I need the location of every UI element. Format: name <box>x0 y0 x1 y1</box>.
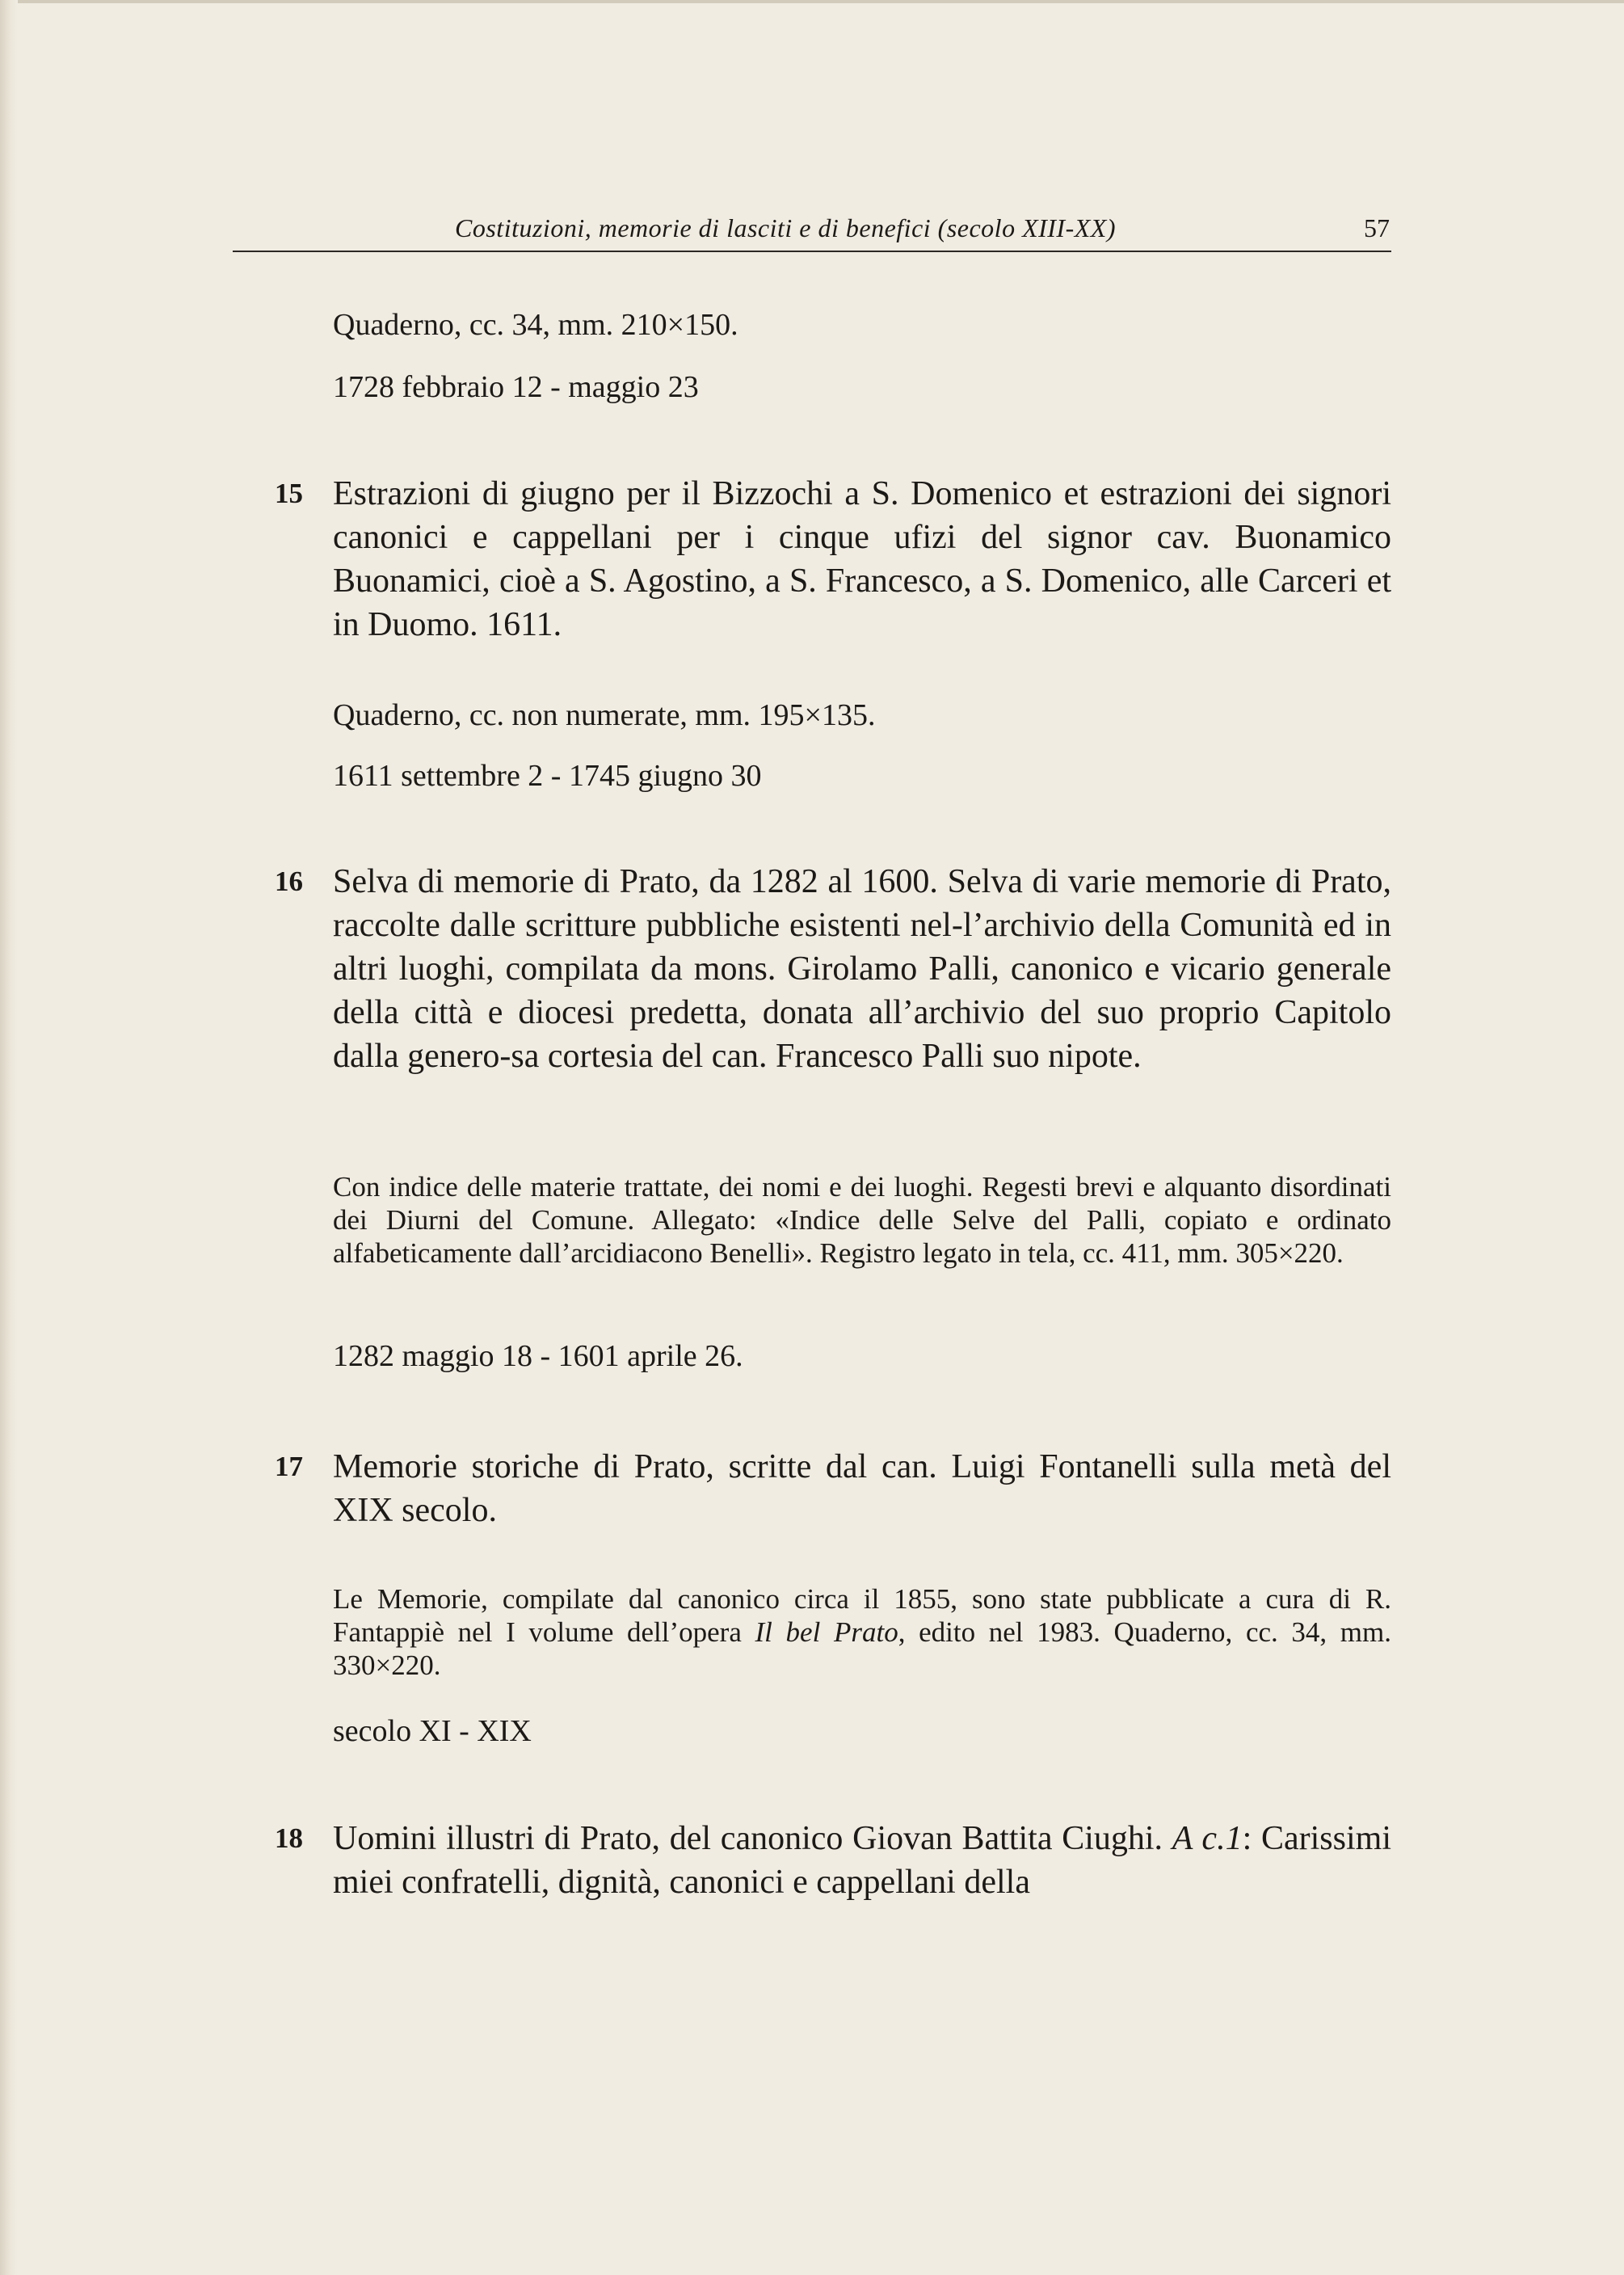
entry-17-description-italic: Il bel Prato <box>755 1616 898 1648</box>
entry-16-title: Selva di memorie di Prato, da 1282 al 1600. Selva di varie memorie di Prato, raccolte dalle scritture pubbliche esistenti nel-l’archivio della Comunità ed in altri luoghi, compilata da mons. Girolamo Palli, canonico e vicario generale della città e diocesi predetta, donata all’archivio del suo proprio Capitolo dalla genero-sa cortesia del can. Francesco Palli suo nipote. <box>333 863 1391 1075</box>
page-binding-edge <box>0 0 18 2275</box>
entry-16-dates: 1282 maggio 18 - 1601 aprile 26. <box>333 1339 743 1373</box>
running-header <box>233 209 1391 252</box>
entry-17-description-part2: , edito nel 1983. Quaderno, cc. 34, mm. 330×220. <box>333 1616 1392 1681</box>
entry-15-title: Estrazioni di giugno per il Bizzochi a S. Domenico et estrazioni dei signori canonici e cappellani per i cinque ufizi del signor cav. Buonamico Buonamici, cioè a S. Agostino, a S. Francesco, a S. Domenico, alle Carceri et in Duomo. 1611. <box>333 475 1391 643</box>
entry-15-dates: 1611 settembre 2 - 1745 giugno 30 <box>333 759 762 793</box>
entry-17-description-part1: Le Memorie, compilate dal canonico circa il 1855, sono state pubblicate a cura di R. Fantappiè nel I volume dell’opera <box>333 1583 1391 1648</box>
top-block-physical: Quaderno, cc. 34, mm. 210×150. <box>333 308 738 342</box>
page-top-edge <box>0 0 1624 3</box>
entry-17-dates: secolo XI - XIX <box>333 1714 532 1748</box>
entry-18-number: 18 <box>275 1822 303 1854</box>
entry-18-title-part1: Uomini illustri di Prato, del canonico Giovan Battita Ciughi. <box>333 1820 1172 1857</box>
running-header-title: Costituzioni, memorie di lasciti e di benefici (secolo XIII-XX) <box>455 213 1116 242</box>
entry-18-title-italic: A c.1 <box>1172 1820 1243 1857</box>
entry-17-description <box>333 1582 1391 1682</box>
page-number: 57 <box>1364 213 1390 242</box>
entry-15-number: 15 <box>275 478 303 509</box>
entry-17-number: 17 <box>275 1451 303 1482</box>
entry-16-number: 16 <box>275 866 303 897</box>
entry-15-physical: Quaderno, cc. non numerate, mm. 195×135. <box>333 698 876 732</box>
entry-18-title-part2: : Carissimi miei confratelli, dignità, canonici e cappellani della <box>333 1820 1391 1901</box>
top-block-dates: 1728 febbraio 12 - maggio 23 <box>333 370 699 404</box>
entry-18-title <box>333 1817 1391 1904</box>
entry-17-title: Memorie storiche di Prato, scritte dal can. Luigi Fontanelli sulla metà del XIX secolo. <box>333 1448 1391 1529</box>
entry-16-description: Con indice delle materie trattate, dei nomi e dei luoghi. Regesti brevi e alquanto disordinati dei Diurni del Comune. Allegato: «Indice delle Selve del Palli, copiato e ordinato alfabeticamente dall’arcidiacono Benelli». Registro legato in tela, cc. 411, mm. 305×220. <box>333 1171 1391 1269</box>
